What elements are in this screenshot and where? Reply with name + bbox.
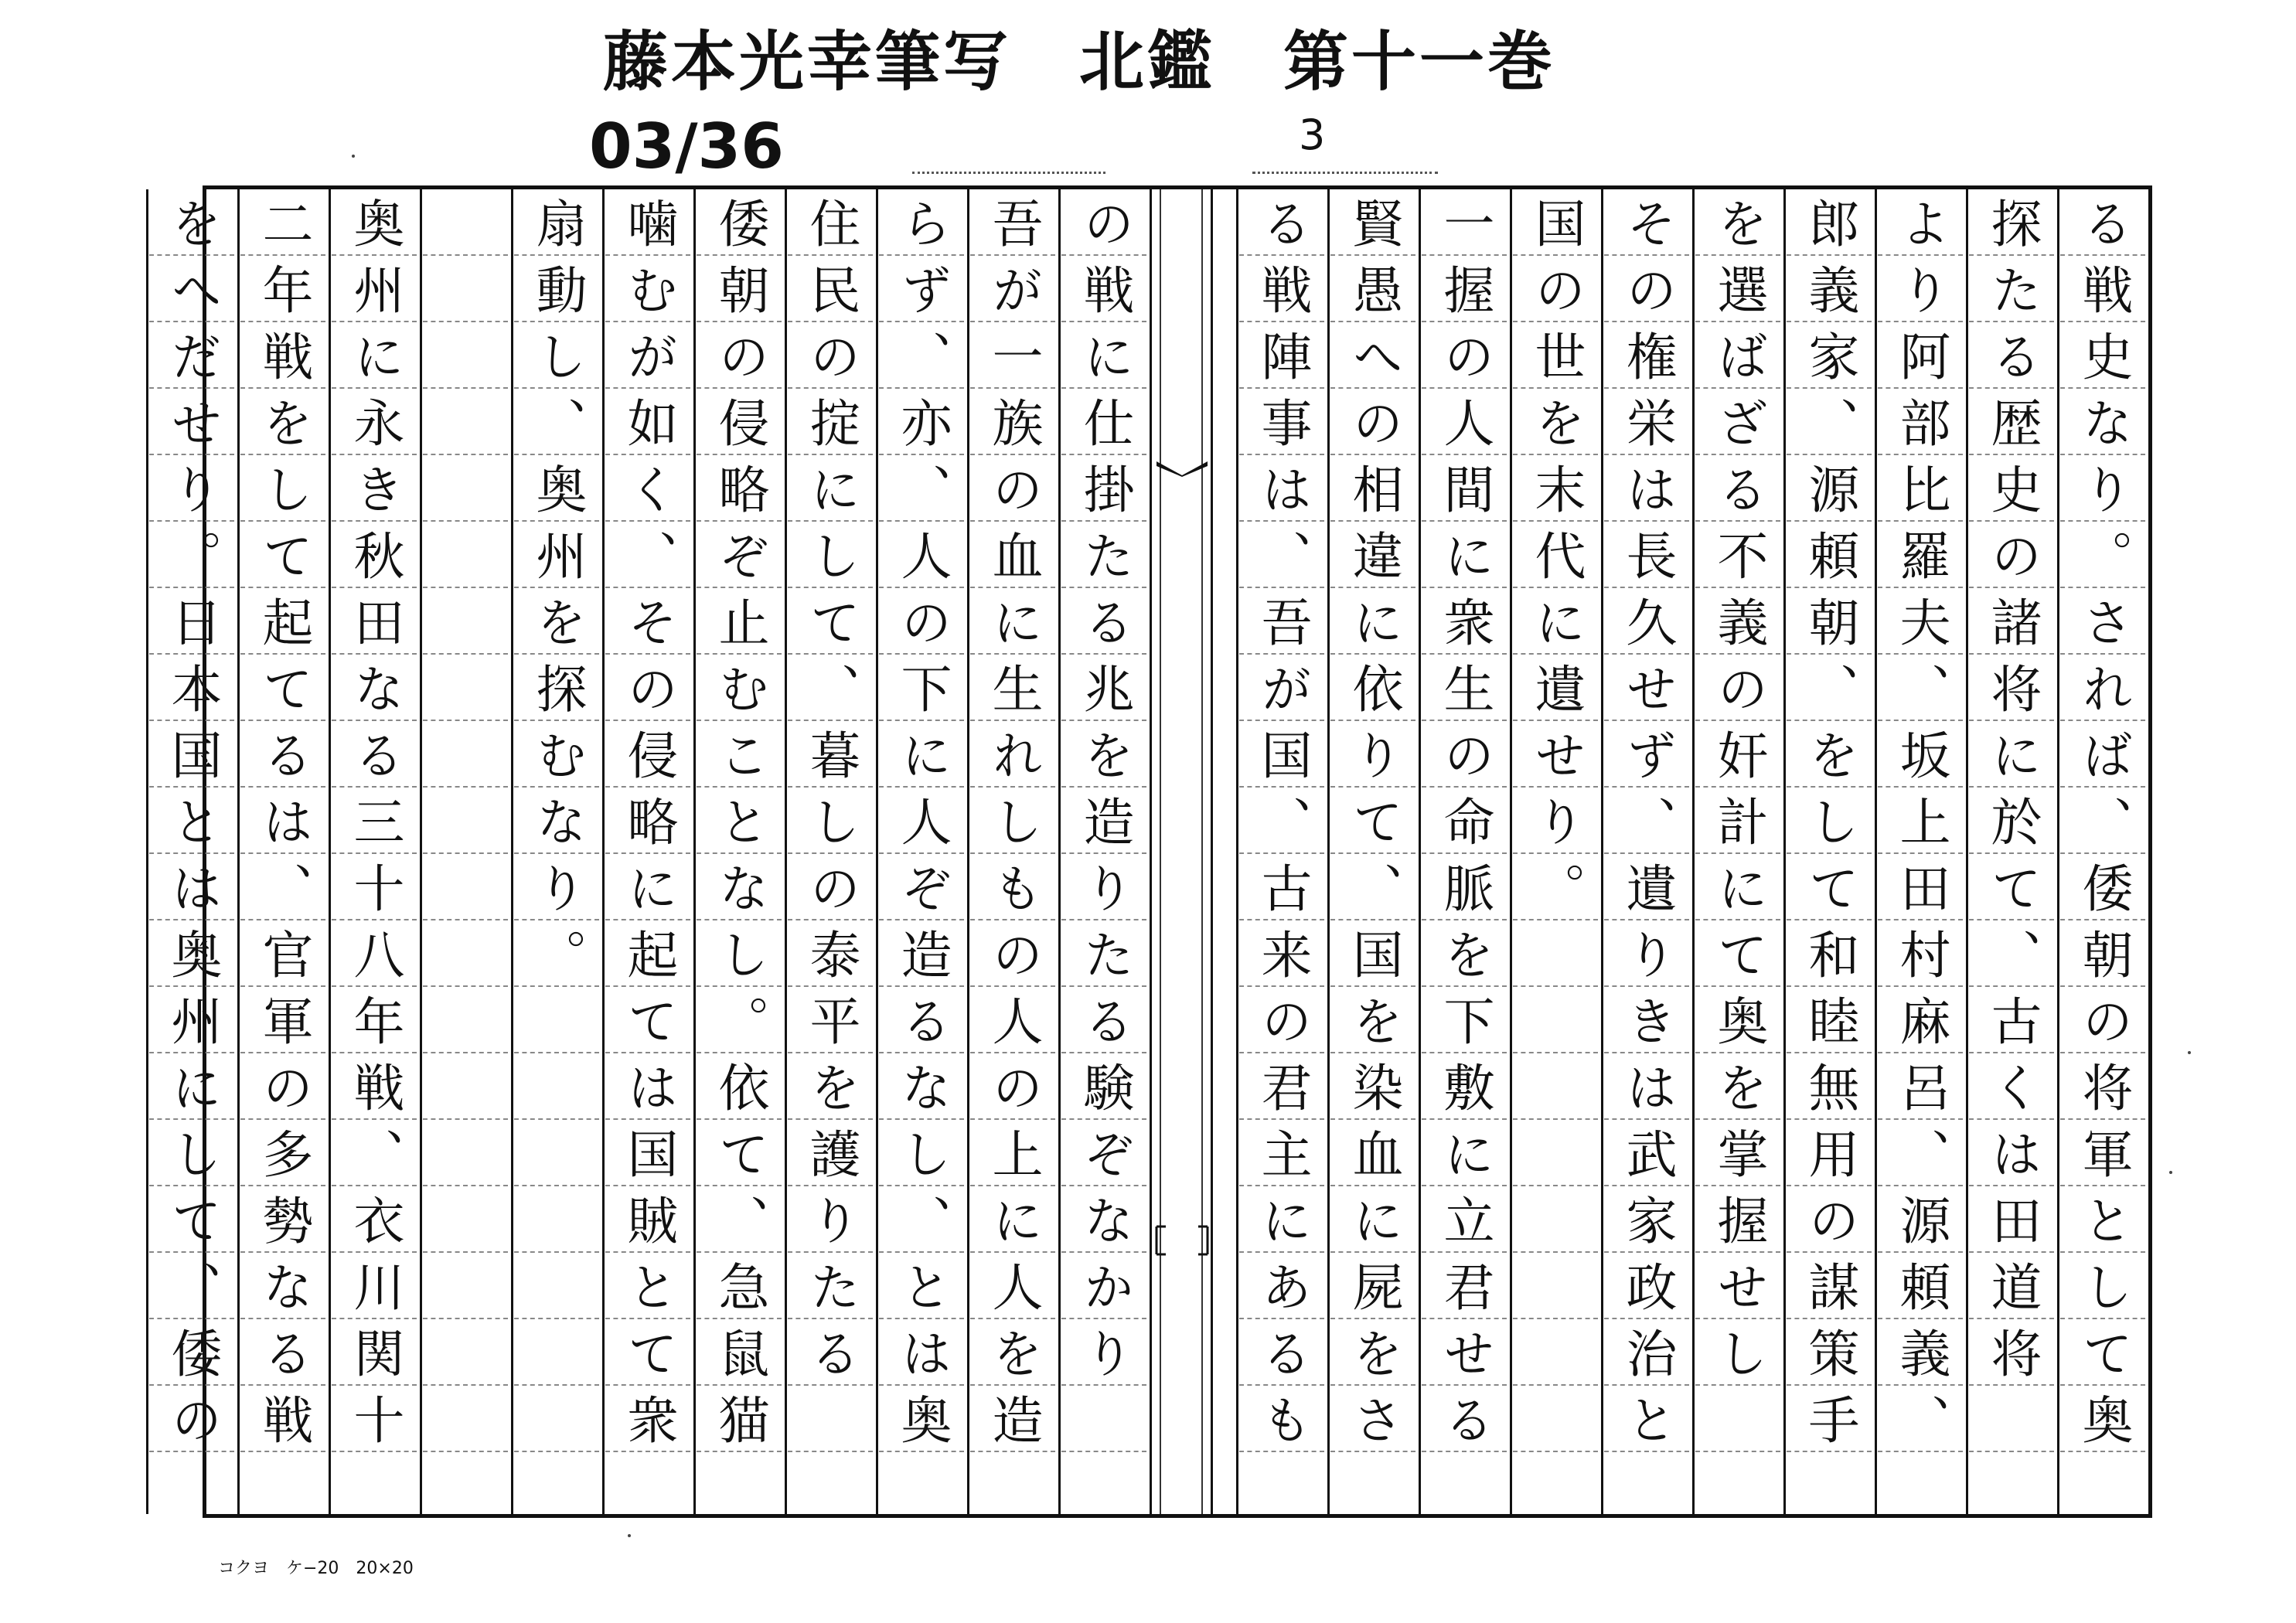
right-column <box>1966 189 2057 1514</box>
manuscript-sheet <box>162 185 2152 1518</box>
dotted-rule <box>912 172 1105 174</box>
column-text: 一握の人間に衆生の命脈を下敷に立君せる <box>1435 197 1494 1460</box>
right-column <box>1601 189 1692 1514</box>
left-column <box>146 189 237 1514</box>
left-column <box>876 189 967 1514</box>
right-column <box>1692 189 1783 1514</box>
page-number: 03/36 <box>589 111 784 182</box>
center-gutter <box>1150 189 1213 1514</box>
column-text <box>420 189 511 1514</box>
page-mark: 3 <box>1299 111 1326 159</box>
column-text: 噛むが如く、その侵略に起ては国賊とて衆 <box>618 197 678 1460</box>
paper-label: コクヨ ケ−20 20×20 <box>218 1559 414 1578</box>
column-text: 奥州に永き秋田なる三十八年戦、衣川関十 <box>345 197 404 1460</box>
column-text: の戦に仕掛たる兆を造りたる験ぞなかり <box>1075 197 1134 1393</box>
column-text: より阿部比羅夫、坂上田村麻呂、源頼義、 <box>1891 197 1950 1460</box>
column-text: 二年戦をして起てるは、官軍の多勢なる戦 <box>254 197 313 1460</box>
column-text: をへだせり。日本国とは奥州にして、倭の <box>162 197 222 1460</box>
dotted-rule <box>1252 172 1438 174</box>
right-column <box>1419 189 1510 1514</box>
left-column <box>511 189 602 1514</box>
right-column <box>1510 189 1601 1514</box>
column-text: 住民の掟にして、暮しの泰平を護りたる <box>801 197 860 1393</box>
right-column <box>1875 189 1966 1514</box>
column-text: 国の世を末代に遺せり。 <box>1526 197 1586 928</box>
column-text: 賢愚への相違に依りて、国を染血に屍をさ <box>1344 197 1403 1460</box>
right-column <box>1783 189 1875 1514</box>
right-column <box>1327 189 1419 1514</box>
left-column <box>693 189 785 1514</box>
center-bracket-icon <box>1155 1225 1209 1256</box>
column-text: らず、亦、人の下に人ぞ造るなし、とは奥 <box>892 197 952 1460</box>
right-column <box>2057 189 2148 1514</box>
column-text: る戦史なり。されば、倭朝の将軍として奥 <box>2073 197 2133 1460</box>
column-text: 扇動し、奥州を探むなり。 <box>527 197 587 995</box>
left-column <box>420 189 511 1514</box>
left-column <box>329 189 420 1514</box>
left-column <box>602 189 693 1514</box>
column-text: 吾が一族の血に生れしもの人の上に人を造 <box>983 197 1043 1460</box>
column-text: る戦陣事は、吾が国、古来の君主にあるも <box>1252 197 1312 1460</box>
column-text: その権栄は長久せず、遺りきは武家政治と <box>1617 197 1677 1460</box>
left-column <box>785 189 876 1514</box>
column-text: を選ばざる不義の奸計にて奥を掌握せし <box>1708 197 1768 1393</box>
fishtail-mark-icon <box>1155 460 1209 477</box>
left-column <box>967 189 1058 1514</box>
column-text: 倭朝の侵略ぞ止むことなし。依て、急鼠猫 <box>710 197 769 1460</box>
column-text: 郎義家、源頼朝、をして和睦無用の謀策手 <box>1800 197 1859 1460</box>
column-text: 探たる歴史の諸将に於て、古くは田道将 <box>1982 197 2042 1393</box>
left-column <box>237 189 329 1514</box>
right-column <box>1236 189 1327 1514</box>
left-column <box>1058 189 1150 1514</box>
document-title: 藤本光幸筆写 北鑑 第十一巻 <box>603 24 1556 100</box>
